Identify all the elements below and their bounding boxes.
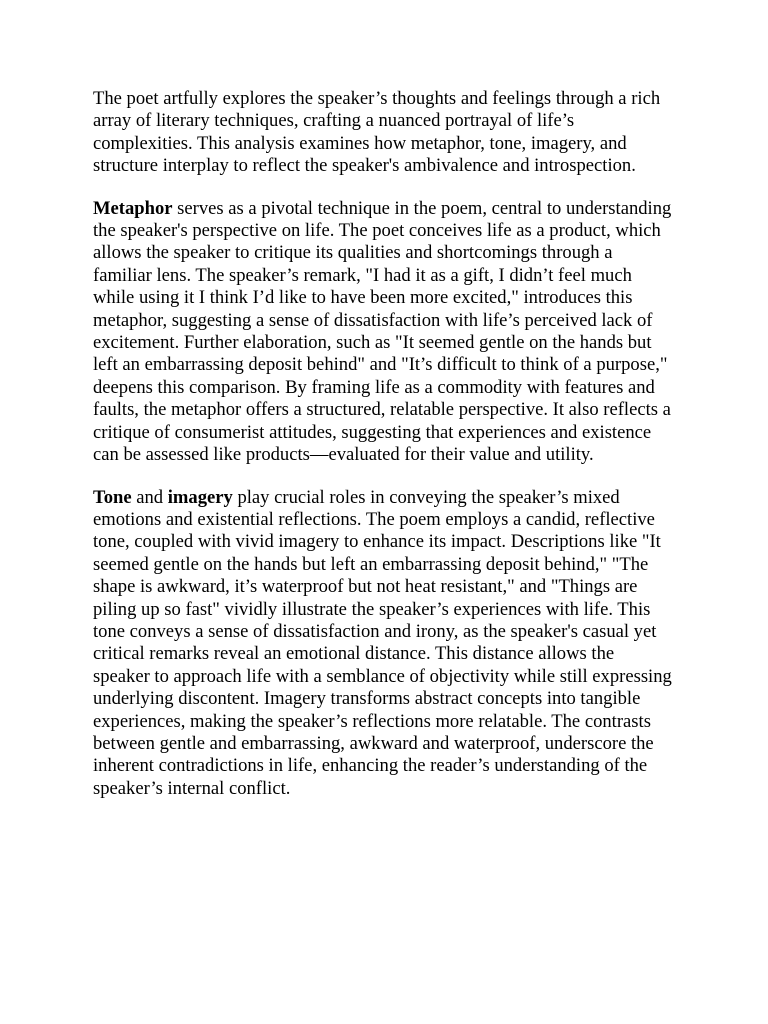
tone-heading-term: Tone [93,486,132,508]
metaphor-heading-term: Metaphor [93,197,173,219]
metaphor-paragraph [93,198,672,467]
intro-paragraph [93,88,672,178]
metaphor-text: serves as a pivotal technique in the poem, central to understanding the speaker's perspective on life. The poet conceives life as a product, which allows the speaker to critique its qualities and shortcomings through a familiar lens. The speaker’s remark, "I had it as a gift, I didn’t feel much while using it I think I’d like to have been more excited," introduces this metaphor, suggesting a sense of dissatisfaction with life’s perceived lack of excitement. Further elaboration, such as "It seemed gentle on the hands but left an embarrassing deposit behind" and "It’s difficult to think of a purpose," deepens this comparison. By framing life as a commodity with features and faults, the metaphor offers a structured, relatable perspective. It also reflects a critique of consumerist attitudes, suggesting that experiences and existence can be assessed like products—evaluated for their value and utility. [93,197,672,466]
tone-connector-text: and [131,486,168,508]
imagery-heading-term: imagery [167,486,233,508]
intro-text: The poet artfully explores the speaker’s thoughts and feelings through a rich array of literary techniques, crafting a nuanced portrayal of life’s complexities. This analysis examines how metaphor, tone, imagery, and structure interplay to reflect the speaker's ambivalence and introspection. [93,88,661,177]
tone-imagery-paragraph [93,487,672,801]
tone-imagery-text: play crucial roles in conveying the speaker’s mixed emotions and existential reflections. The poem employs a candid, reflective tone, coupled with vivid imagery to enhance its impact. Descriptions like "It seemed gentle on the hands but left an embarrassing deposit behind," "The shape is awkward, it’s waterproof but not heat resistant," and "Things are piling up so fast" vividly illustrate the speaker’s experiences with life. This tone conveys a sense of dissatisfaction and irony, as the speaker's casual yet critical remarks reveal an emotional distance. This distance allows the speaker to approach life with a semblance of objectivity while still expressing underlying discontent. Imagery transforms abstract concepts into tangible experiences, making the speaker’s reflections more relatable. The contrasts between gentle and embarrassing, awkward and waterproof, underscore the inherent contradictions in life, enhancing the reader’s understanding of the speaker’s internal conflict. [93,486,672,799]
